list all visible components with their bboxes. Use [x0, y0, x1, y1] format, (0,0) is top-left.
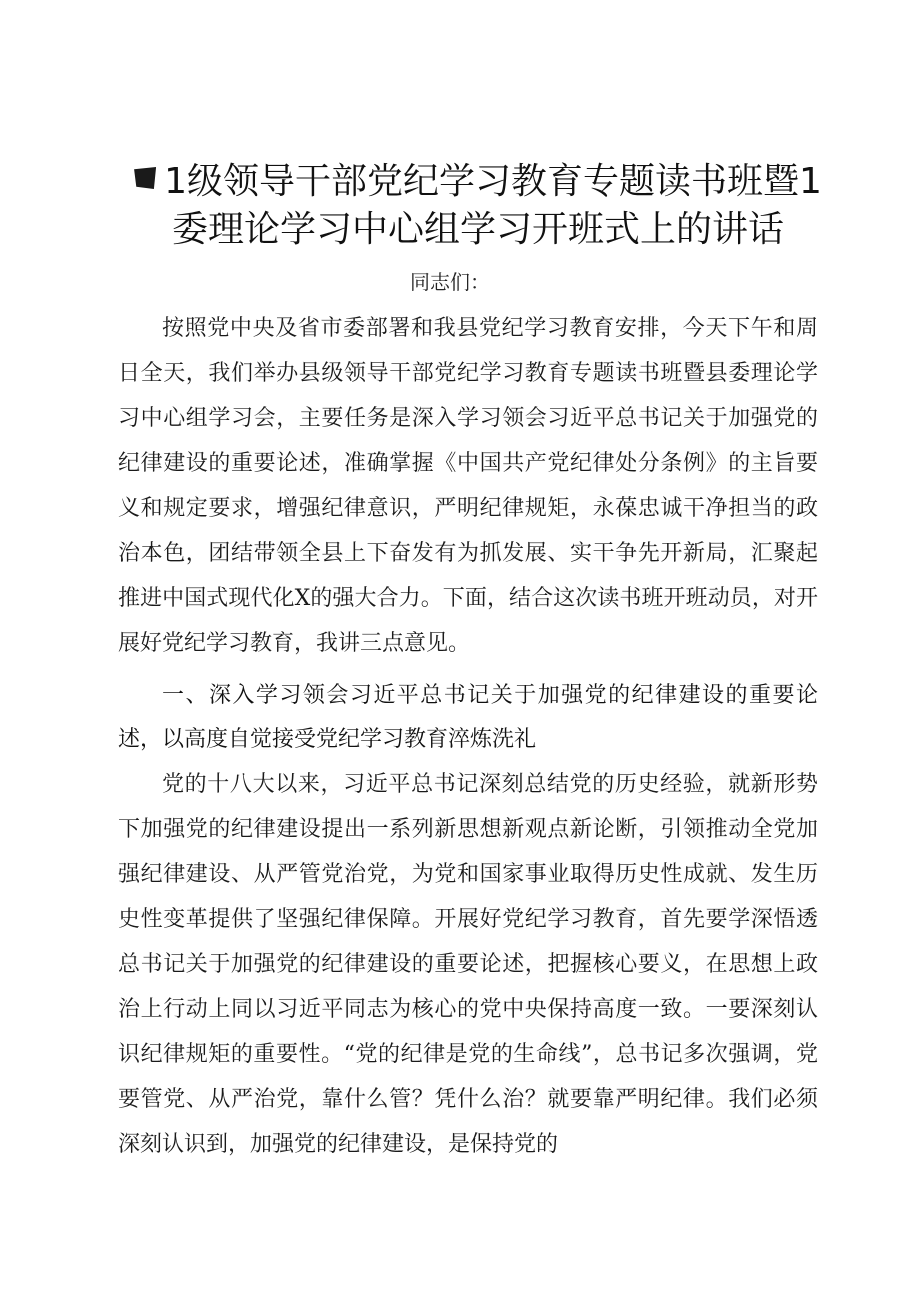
intro-paragraph: 按照党中央及省市委部署和我县党纪学习教育安排，今天下午和周日全天，我们举办县级领导干部党纪学习教育专题读书班暨县委理论学习中心组学习会，主要任务是深入学习领会习近平总书记关于加强党的纪律建设的重要论述，准确掌握《中国共产党纪律处分条例》的主旨要义和规定要求，增强纪律意识，严明纪律规矩，永葆忠诚干净担当的政治本色，团结带领全县上下奋发有为抓发展、实干争先开新局，汇聚起推进中国式现代化X的强大合力。下面，结合这次读书班开班动员，对开展好党纪学习教育，我讲三点意见。 [118, 316, 818, 656]
document-title [118, 158, 838, 254]
section-1-heading: 一、深入学习领会习近平总书记关于加强党的纪律建设的重要论述，以高度自觉接受党纪学习教育淬炼洗礼 [118, 683, 818, 752]
title-line-1 [118, 158, 838, 206]
title-line-2: 委理论学习中心组学习开班式上的讲话 [171, 209, 784, 250]
section-1-paragraph: 党的十八大以来，习近平总书记深刻总结党的历史经验，就新形势下加强党的纪律建设提出一系列新思想新观点新论断，引领推动全党加强纪律建设、从严管党治党，为党和国家事业取得历史性成就、发生历史性变革提供了坚强纪律保障。开展好党纪学习教育，首先要学深悟透总书记关于加强党的纪律建设的重要论述，把握核心要义，在思想上政治上行动上同以习近平同志为核心的党中央保持高度一致。一要深刻认识纪律规矩的重要性。“党的纪律是党的生命线”，总书记多次强调，党要管党、从严治党，靠什么管？凭什么治？就要靠严明纪律。我们必须深刻认识到，加强党的纪律建设，是保持党的 [118, 772, 818, 1157]
title-line-1-text: 1级领导干部党纪学习教育专题读书班暨1 [164, 161, 822, 202]
salutation: 同志们： [410, 270, 490, 294]
document-body [118, 306, 818, 1167]
scan-artifact-icon [134, 167, 156, 189]
